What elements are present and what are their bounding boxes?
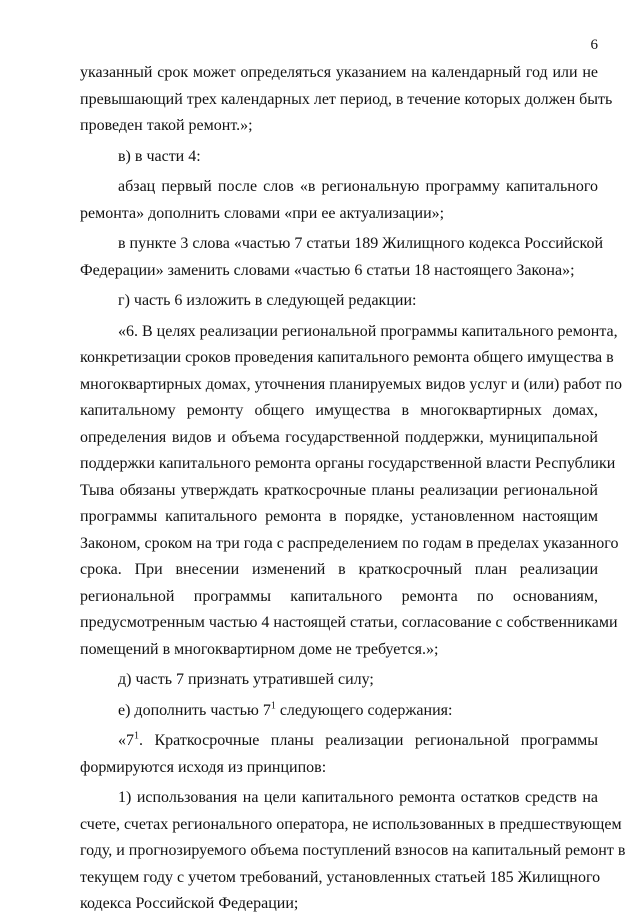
superscript: 1 [134, 730, 139, 742]
text-fragment: следующего содержания: [275, 701, 453, 719]
text-line: формируются исходя из принципов: [80, 758, 327, 776]
text-line: текущем году с учетом требований, установленных статьей 185 Жилищного [80, 868, 601, 886]
paragraph-continuation [80, 60, 613, 140]
text-fragment: . Краткосрочные планы реализации региональной программы [139, 732, 598, 749]
text-line: в) в части 4: [118, 147, 201, 165]
text-line: ремонта» дополнить словами «при ее актуализации»; [80, 204, 445, 222]
text-line: поддержки капитального ремонта органы государственной власти Республики [80, 455, 616, 472]
text-line: в пункте 3 слова «частью 7 статьи 189 Жилищного кодекса Российской [118, 235, 604, 252]
paragraph-punkt-3 [80, 231, 604, 284]
text-line: превышающий трех календарных лет период, в течение которых должен быть [80, 90, 613, 108]
text-line: счете, счетах регионального оператора, не использованных в предшествующем [80, 815, 622, 833]
text-line: абзац первый после слов «в региональную программу капитального [118, 178, 598, 195]
text-line: г) часть 6 изложить в следующей редакции: [118, 292, 417, 309]
superscript: 1 [270, 700, 276, 712]
text-line: 1) использования на цели капитального ремонта остатков средств на [118, 789, 598, 806]
text-fragment: е) дополнить частью 7 [118, 701, 271, 719]
text-line: д) часть 7 признать утратившей силу; [118, 671, 374, 688]
text-line: срока. При внесении изменений в краткосрочный план реализации [80, 561, 598, 578]
text-line: кодекса Российской Федерации; [80, 895, 299, 912]
text-line: определения видов и объема государственной поддержки, муниципальной [80, 428, 598, 446]
text-line: помещений в многоквартирном доме не требуется.»; [80, 640, 439, 658]
paragraph-item-g [80, 288, 598, 315]
text-line: программы капитального ремонта в порядке, установленном настоящим [80, 508, 598, 525]
text-line: Тыва обязаны утверждать краткосрочные планы реализации региональной [80, 481, 598, 499]
text-fragment: «7 [118, 732, 134, 749]
paragraph-abzac [80, 174, 598, 227]
text-line: предусмотренным частью 4 настоящей статьи, согласование с собственниками [80, 614, 618, 631]
text-line: Законом, сроком на три года с распределением по годам в пределах указанного [80, 534, 619, 552]
text-line [80, 698, 598, 725]
paragraph-item-d [80, 667, 598, 694]
text-line: региональной программы капитального ремонта по основаниям, [80, 587, 598, 605]
document-body [80, 60, 626, 918]
text-line: «6. В целях реализации региональной программы капитального ремонта, [118, 322, 618, 340]
text-line [80, 728, 598, 755]
paragraph-item-v [80, 144, 598, 171]
paragraph-part-7-1 [80, 728, 598, 781]
paragraph-principle-1 [80, 785, 626, 918]
text-line: капитальному ремонту общего имущества в многоквартирных домах, [80, 402, 598, 419]
paragraph-item-e [80, 698, 598, 725]
paragraph-part-6 [80, 319, 622, 664]
text-line: Федерации» заменить словами «частью 6 статьи 18 настоящего Закона»; [80, 261, 575, 279]
text-line: проведен такой ремонт.»; [80, 117, 253, 134]
page-number: 6 [590, 37, 598, 53]
text-line: году, и прогнозируемого объема поступлений взносов на капитальный ремонт в [80, 842, 626, 859]
text-line: конкретизации сроков проведения капитального ремонта общего имущества в [80, 349, 614, 366]
text-line: указанный срок может определяться указанием на календарный год или не [80, 64, 598, 81]
text-line: многоквартирных домах, уточнения планируемых видов услуг и (или) работ по [80, 375, 622, 393]
